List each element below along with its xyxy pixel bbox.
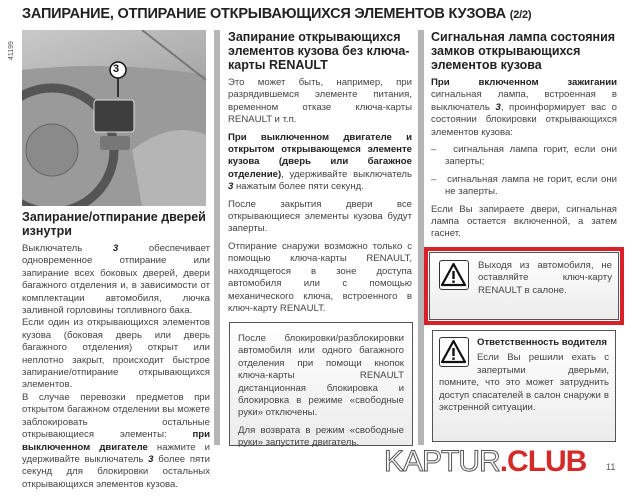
info-box <box>229 322 413 449</box>
right-heading: Сигнальная лампа состояния замков открывающихся элементов кузова <box>431 30 616 72</box>
left-paragraph-3: В случае перевозки предметов при открытом багажном отделении вы можете заблокировать остальные открывающиеся элементы: при выключенном двигателе нажмите и удерживайте выключатель 3 более пяти секунд для блокировки остальных открывающихся элементов кузова. <box>22 391 210 490</box>
info-box-text-2: Для возврата в режим «свободные руки» запустите двигатель. <box>238 424 404 449</box>
callout-3: 3 <box>113 63 120 75</box>
warning-text-1: Выходя из автомобиля, не оставляйте ключ-карту RENAULT в салоне. <box>478 260 612 296</box>
watermark-logo: KAPTUR.CLUB <box>384 445 587 478</box>
left-column <box>22 210 210 496</box>
warning-box-key-card <box>429 252 619 320</box>
bullet-item: – сигнальная лампа не горит, если они не заперты. <box>431 173 617 198</box>
page-title: ЗАПИРАНИЕ, ОТПИРАНИЕ ОТКРЫВАЮЩИХСЯ ЭЛЕМЕНТОВ КУЗОВА (2/2) <box>22 6 532 22</box>
warning-triangle-icon <box>439 337 469 367</box>
right-paragraph-1: При включенном зажигании сигнальная лампа, встроенная в выключатель 3, проинформирует вас о состоянии блокировки открывающихся элементов кузова: <box>431 77 617 138</box>
left-paragraph-2: Если один из открывающихся элементов кузова (боковая дверь или дверь багажного отделения) открыт или неплотно закрыт, происходит быстрое запирание/отпирание открывающихся элементов. <box>22 317 210 391</box>
left-heading: Запирание/отпирание дверей изнутри <box>22 210 206 238</box>
right-paragraph-2: Если Вы запираете двери, сигнальная лампа остается включенной, а затем гаснет. <box>431 203 617 240</box>
left-paragraph-1: Выключатель 3 обеспечивает одновременное отпирание или запирание всех боковых дверей, двери багажного отделения и, в зависимости от комплектации автомобиля, лючка заливной горловины топливного бака. <box>22 243 211 317</box>
middle-paragraph-2: При выключенном двигателе и открытом открывающемся элементе кузова (дверь или багажное отделение), удерживайте выключатель 3 нажатым более пяти секунд. <box>228 131 412 193</box>
page-number: 11 <box>606 462 616 472</box>
middle-paragraph-1: Это может быть, например, при разрядившемся элементе питания, временном отказе ключа-карты RENAULT и т.п. <box>228 77 412 126</box>
middle-paragraph-3: После закрытия двери все открывающиеся элементы кузова будут заперты. <box>228 198 412 235</box>
middle-heading: Запирание открывающихся элементов кузова без ключа-карты RENAULT <box>228 30 410 72</box>
middle-column <box>228 30 412 320</box>
bullet-item: – сигнальная лампа горит, если они заперты; <box>431 144 617 168</box>
warning-text-2: Если Вы решили ехать с запертыми дверьми, помните, что это может затруднить доступ спасателей в салон снаружи в экстренной ситуации. <box>439 352 609 414</box>
warning-triangle-icon <box>439 260 469 290</box>
warning-box-driver <box>432 330 616 442</box>
column-divider <box>418 30 424 445</box>
info-box-text-1: После блокировки/разблокировки автомобиля или одного багажного отделения при помощи кнопок ключа-карты RENAULT дистанционная блокировка и блокировка в режиме «свободные руки» отключены. <box>238 333 404 419</box>
warning-title: Ответственность водителя <box>477 337 607 348</box>
middle-paragraph-4: Отпирание снаружи возможно только с помощью ключа-карты RENAULT, находящегося в зоне доступа автомобиля или с помощью механического ключа, встроенного в ключ-карту RENAULT. <box>228 240 412 314</box>
figure-code: 41199 <box>8 41 15 60</box>
column-divider <box>214 30 220 445</box>
dashboard-figure <box>22 30 206 206</box>
right-column <box>431 30 617 246</box>
